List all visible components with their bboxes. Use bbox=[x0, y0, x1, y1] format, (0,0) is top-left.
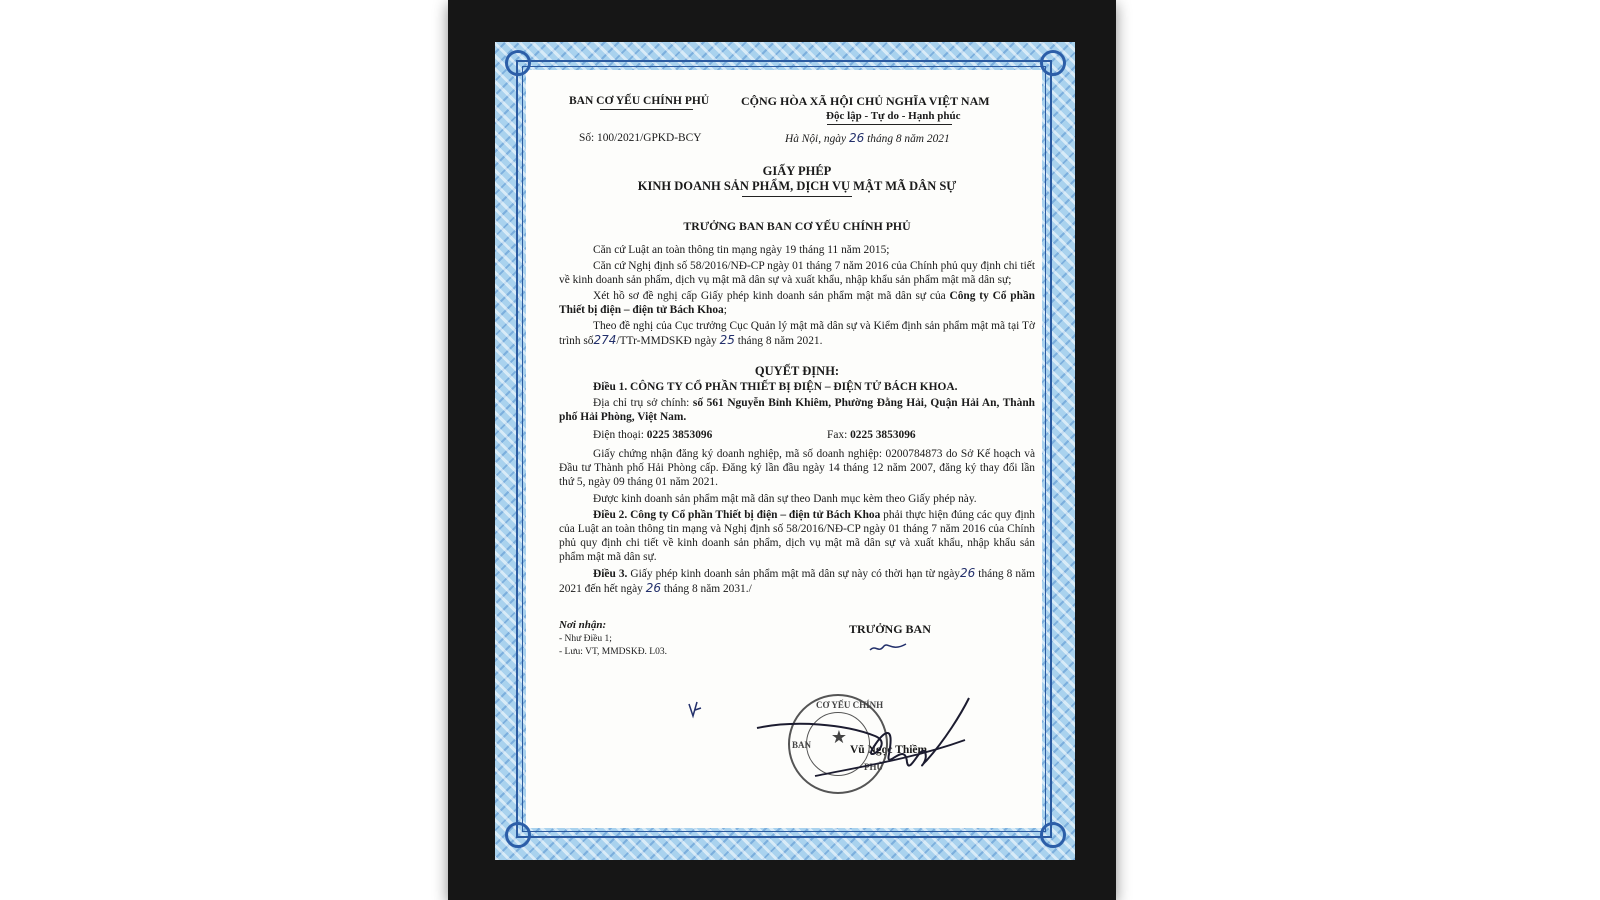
article-3-text: Giấy phép kinh doanh sản phẩm mật mã dân sự này có thời hạn từ ngày bbox=[627, 568, 960, 580]
document-title: GIẤY PHÉP bbox=[762, 164, 832, 178]
permitted-business: Được kinh doanh sản phẩm mật mã dân sự theo Danh mục kèm theo Giấy phép này. bbox=[593, 493, 977, 505]
recipients-title: Nơi nhận: bbox=[559, 619, 607, 631]
issue-date bbox=[785, 131, 950, 146]
company-name: CÔNG TY CỔ PHẦN THIẾT BỊ ĐIỆN – ĐIỆN TỬ BÁCH KHOA. bbox=[630, 381, 958, 393]
phone-label: Điện thoại: bbox=[593, 429, 647, 441]
proposal-date-rest: tháng 8 năm 2021. bbox=[734, 335, 823, 347]
issuer-name: BAN CƠ YẾU CHÍNH PHỦ bbox=[569, 95, 710, 107]
article-3-label: Điều 3. bbox=[593, 568, 628, 580]
article-1 bbox=[559, 380, 1035, 394]
corner-ornament-icon bbox=[1040, 50, 1066, 76]
phone-value: 0225 3853096 bbox=[646, 429, 713, 441]
signature-icon bbox=[755, 692, 985, 802]
date-day-handwritten: 26 bbox=[848, 131, 865, 145]
fax-value: 0225 3853096 bbox=[850, 429, 916, 441]
license-document bbox=[559, 90, 1035, 762]
start-day-handwritten: 26 bbox=[959, 566, 976, 580]
corner-ornament-icon bbox=[505, 822, 531, 848]
proposal-text: Theo đề nghị của Cục trưởng Cục Quản lý mật mã dân sự và Kiểm định sản phẩm mật mã tại Tờ trình số bbox=[559, 320, 1035, 347]
fax bbox=[827, 428, 916, 442]
document-subtitle: KINH DOANH SẢN PHẨM, DỊCH VỤ MẬT MÃ DÂN SỰ bbox=[637, 179, 957, 193]
national-motto: Độc lập - Tự do - Hạnh phúc bbox=[826, 110, 961, 122]
article-2 bbox=[559, 508, 1035, 564]
motto-underline bbox=[827, 124, 952, 125]
corner-ornament-icon bbox=[1040, 822, 1066, 848]
article-1-label: Điều 1. bbox=[593, 381, 631, 393]
initial-mark-icon bbox=[868, 640, 908, 656]
business-registration: Giấy chứng nhận đăng ký doanh nghiệp, mã số doanh nghiệp: 0200784873 do Sở Kế hoạch và Đầu tư Thành phố Hải Phòng cấp. Đăng ký lần đầu ngày 14 tháng 12 năm 2007, đăng ký thay đổi lần thứ 5, ngày 09 tháng 01 năm 2021. bbox=[559, 448, 1035, 488]
article-3-end: tháng 8 năm 2031./ bbox=[660, 583, 752, 595]
phone bbox=[593, 428, 712, 442]
star-emblem-icon: ★ bbox=[830, 727, 848, 747]
preamble-application bbox=[559, 289, 1035, 317]
article-3 bbox=[559, 566, 1035, 596]
signer-name: Vũ Ngọc Thiềm bbox=[850, 744, 928, 756]
authority-heading: TRƯỞNG BAN BAN CƠ YẾU CHÍNH PHỦ bbox=[683, 219, 911, 233]
preamble-proposal bbox=[559, 319, 1035, 348]
title-underline bbox=[742, 196, 852, 197]
seal-right-text: PHỦ bbox=[864, 762, 883, 772]
proposal-ref: /TTr-MMDSKĐ ngày bbox=[616, 335, 720, 347]
seal-left-text: BAN bbox=[792, 740, 812, 750]
initial-mark-icon bbox=[687, 700, 703, 720]
preamble-law: Căn cứ Luật an toàn thông tin mạng ngày 19 tháng 11 năm 2015; bbox=[593, 244, 890, 256]
document-header bbox=[559, 90, 1035, 154]
decision-heading: QUYẾT ĐỊNH: bbox=[754, 364, 840, 378]
application-text: Xét hồ sơ đề nghị cấp Giấy phép kinh doanh sản phẩm mật mã dân sự của bbox=[593, 290, 950, 302]
corner-ornament-icon bbox=[505, 50, 531, 76]
fax-label: Fax: bbox=[827, 429, 851, 441]
proposal-day-handwritten: 25 bbox=[719, 333, 735, 347]
republic-name: CỘNG HÒA XÃ HỘI CHỦ NGHĨA VIỆT NAM bbox=[741, 94, 990, 108]
proposal-number-handwritten: 274 bbox=[593, 333, 617, 347]
address-value: số 561 Nguyễn Bỉnh Khiêm, Phường Đằng Hải, Quận Hải An, Thành phố Hải Phòng, Việt Nam. bbox=[559, 397, 1035, 423]
address-label: Địa chỉ trụ sở chính: bbox=[593, 397, 693, 409]
seal-top-text: CƠ YẾU CHÍNH bbox=[816, 700, 884, 710]
date-rest: tháng 8 năm 2021 bbox=[867, 133, 950, 145]
end-day-handwritten: 26 bbox=[645, 581, 661, 595]
application-end: ; bbox=[723, 304, 727, 316]
recipient-2: - Lưu: VT, MMDSKĐ. L03. bbox=[559, 647, 667, 657]
article-2-label: Điều 2. Công ty Cổ phần Thiết bị điện – điện tử Bách Khoa bbox=[593, 509, 881, 521]
license-number: Số: 100/2021/GPKD-BCY bbox=[579, 132, 702, 144]
preamble-decree: Căn cứ Nghị định số 58/2016/NĐ-CP ngày 01 tháng 7 năm 2016 của Chính phủ quy định chi tiết về kinh doanh sản phẩm, dịch vụ mật mã dân sự và xuất khẩu, nhập khẩu sản phẩm mật mã dân sự; bbox=[559, 260, 1035, 286]
article-3-middle: tháng 8 năm 2021 đến hết ngày bbox=[559, 568, 1035, 595]
signer-title: TRƯỞNG BAN bbox=[849, 622, 931, 636]
company-address bbox=[559, 396, 1035, 424]
contact-row bbox=[559, 427, 1035, 445]
applicant-name: Công ty Cổ phần Thiết bị điện – điện tử Bách Khoa bbox=[559, 290, 1035, 316]
issuer-underline bbox=[600, 109, 693, 110]
date-prefix: Hà Nội, ngày bbox=[785, 133, 847, 145]
article-2-text: phải thực hiện đúng các quy định của Luật an toàn thông tin mạng và Nghị định số 58/2016/NĐ-CP ngày 01 tháng 7 năm 2016 của Chính phủ quy định chi tiết về kinh doanh sản phẩm, dịch vụ mật mã dân sự và xuất khẩu, nhập khẩu sản phẩm mật mã dân sự. bbox=[559, 509, 1035, 563]
recipient-1: - Như Điều 1; bbox=[559, 634, 612, 644]
